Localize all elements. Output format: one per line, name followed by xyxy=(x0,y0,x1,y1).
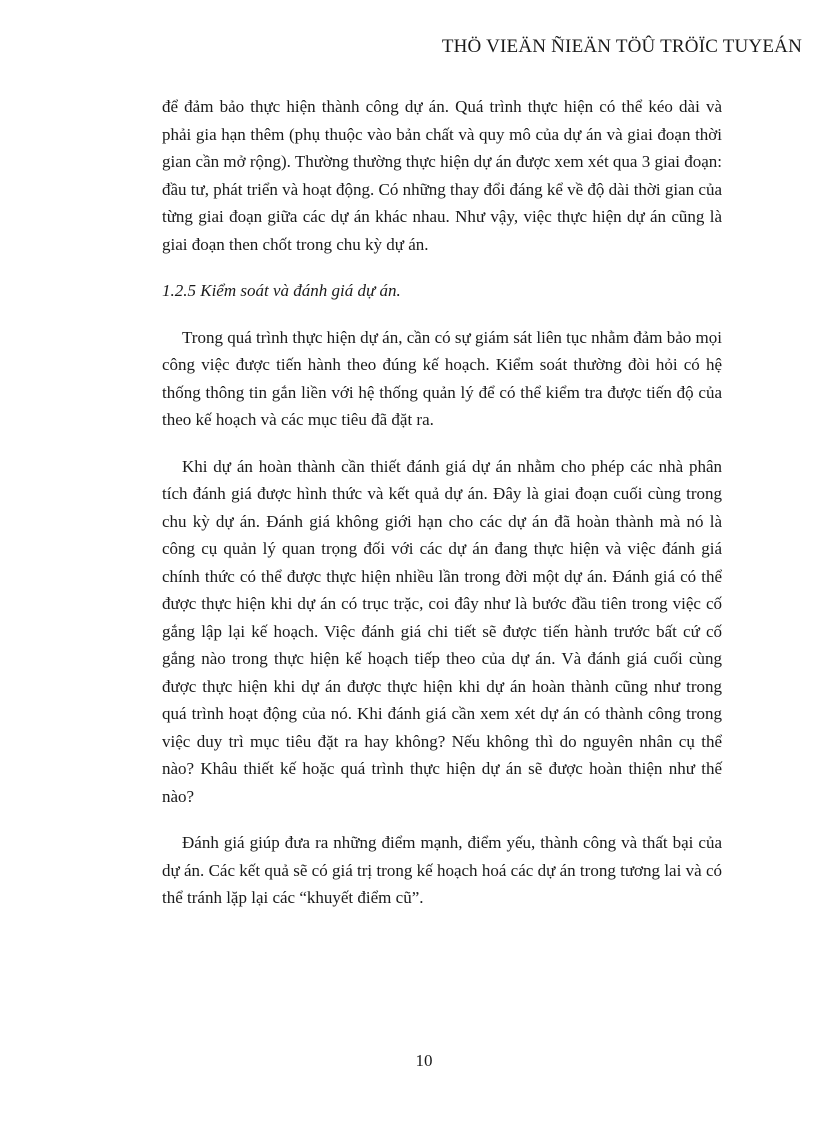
section-heading: 1.2.5 Kiểm soát và đánh giá dự án. xyxy=(162,281,401,300)
paragraph-evaluation: Khi dự án hoàn thành cần thiết đánh giá dự án nhằm cho phép các nhà phân tích đánh giá được hình thức và kết quả dự án. Đây là giai đoạn cuối cùng trong chu kỳ dự án. Đánh giá không giới hạn cho các dự án đã hoàn thành mà nó là công cụ quản lý quan trọng đối với các dự án đang thực hiện và việc đánh giá chính thức có thể được thực hiện nhiều lần trong đời một dự án. Đánh giá có thể được thực hiện khi dự án có trục trặc, coi đây như là bước đầu tiên trong việc cố gắng lập lại kế hoạch. Việc đánh giá chi tiết sẽ được tiến hành trước bất cứ cố gắng nào trong thực hiện kế hoạch tiếp theo của dự án. Và đánh giá cuối cùng được thực hiện khi dự án được thực hiện khi dự án hoàn thành cũng như trong quá trình hoạt động của nó. Khi đánh giá cần xem xét dự án có thành công trong việc duy trì mục tiêu đặt ra hay không? Nếu không thì do nguyên nhân cụ thể nào? Khâu thiết kế hoặc quá trình thực hiện dự án sẽ được hoàn thiện như thế nào? xyxy=(162,456,722,806)
page-header-title: THÖ VIEÄN ÑIEÄN TÖÛ TRÖÏC TUYEÁN xyxy=(441,36,802,57)
paragraph-control: Trong quá trình thực hiện dự án, cần có sự giám sát liên tục nhằm đảm bảo mọi công việc được tiến hành theo đúng kế hoạch. Kiểm soát thường đòi hỏi có hệ thống thông tin gắn liền với hệ thống quản lý để có thể kiểm tra được tiến độ của theo kế hoạch và các mục tiêu đã đặt ra. xyxy=(162,327,722,429)
document-body xyxy=(162,93,722,931)
paragraph-continuation: để đảm bảo thực hiện thành công dự án. Quá trình thực hiện có thể kéo dài và phải gia hạn thêm (phụ thuộc vào bản chất và quy mô của dự án và giai đoạn thời gian cần mở rộng). Thường thường thực hiện dự án được xem xét qua 3 giai đoạn: đầu tư, phát triển và hoạt động. Có những thay đổi đáng kể về độ dài thời gian của từng giai đoạn giữa các dự án khác nhau. Như vậy, việc thực hiện dự án cũng là giai đoạn then chốt trong chu kỳ dự án. xyxy=(162,97,722,254)
paragraph-conclusion: Đánh giá giúp đưa ra những điểm mạnh, điểm yếu, thành công và thất bại của dự án. Các kết quả sẽ có giá trị trong kế hoạch hoá các dự án trong tương lai và có thể tránh lặp lại các “khuyết điểm cũ”. xyxy=(162,833,722,907)
page-number: 10 xyxy=(415,1051,433,1070)
